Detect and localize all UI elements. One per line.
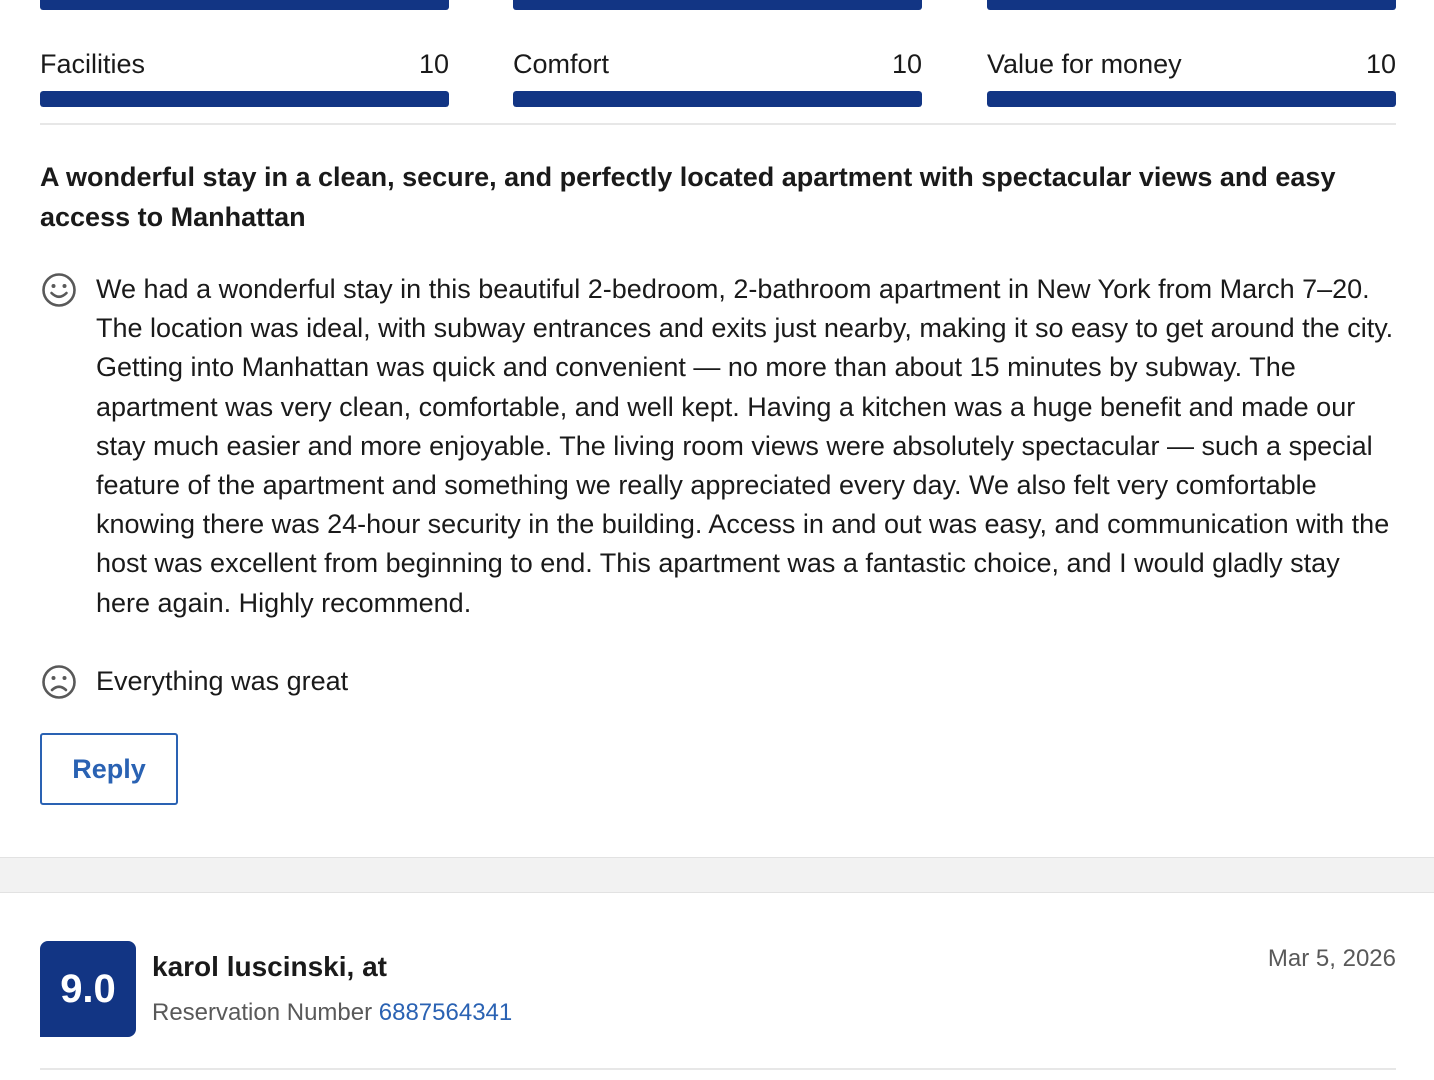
reservation-label: Reservation Number [152, 999, 373, 1026]
frown-icon [41, 664, 77, 700]
score-bar [40, 0, 449, 10]
reservation-number-link[interactable]: 6887564341 [378, 999, 513, 1026]
smiley-icon [41, 272, 77, 308]
score-bar [987, 91, 1396, 107]
section-separator [0, 857, 1434, 893]
review-negative-text: Everything was great [96, 666, 349, 696]
score-bar [40, 91, 449, 107]
review-score-badge: 9.0 [40, 941, 136, 1037]
review-positive-text: We had a wonderful stay in this beautiful 2-bedroom, 2-bathroom apartment in New York from March 7–20. The location was ideal, with subway entrances and exits just nearby, making it so easy to get around the city. Getting into Manhattan was quick and convenient — no more than about 15 minutes by subway. The apartment was very clean, comfortable, and well kept. Having a kitchen was a huge benefit and made our stay much easier and more enjoyable. The living room views were absolutely spectacular — such a special feature of the apartment and something we really appreciated every day. We also felt very comfortable knowing there was 24-hour security in the building. Access in and out was easy, and communication with the host was excellent from beginning to end. This apartment was a fantastic choice, and I would gladly stay here again. Highly recommend. [96, 274, 1394, 618]
review-date: Mar 5, 2026 [1267, 945, 1396, 972]
review-positive [40, 270, 1396, 660]
score-facilities [40, 44, 449, 108]
divider [40, 123, 1396, 125]
score-value-for-money [987, 44, 1396, 108]
divider [40, 1068, 1396, 1070]
score-label: Value for money [987, 49, 1182, 79]
score-label: Comfort [513, 49, 610, 79]
review-title: A wonderful stay in a clean, secure, and perfectly located apartment with spectacular views and easy access to Manhattan [40, 162, 1336, 232]
previous-score-bars [40, 0, 1396, 11]
category-scores [40, 44, 1396, 108]
score-comfort [513, 44, 922, 108]
review-negative [40, 662, 1396, 702]
score-bar [513, 0, 922, 10]
score-bar [987, 0, 1396, 10]
score-value: 10 [1365, 49, 1396, 79]
reviewer-name: karol luscinski, at [152, 951, 387, 982]
score-value: 10 [891, 49, 922, 79]
reply-button[interactable]: Reply [40, 733, 178, 805]
reservation-info [152, 996, 512, 1030]
score-value: 10 [418, 49, 449, 79]
score-bar [513, 91, 922, 107]
score-label: Facilities [40, 49, 146, 79]
